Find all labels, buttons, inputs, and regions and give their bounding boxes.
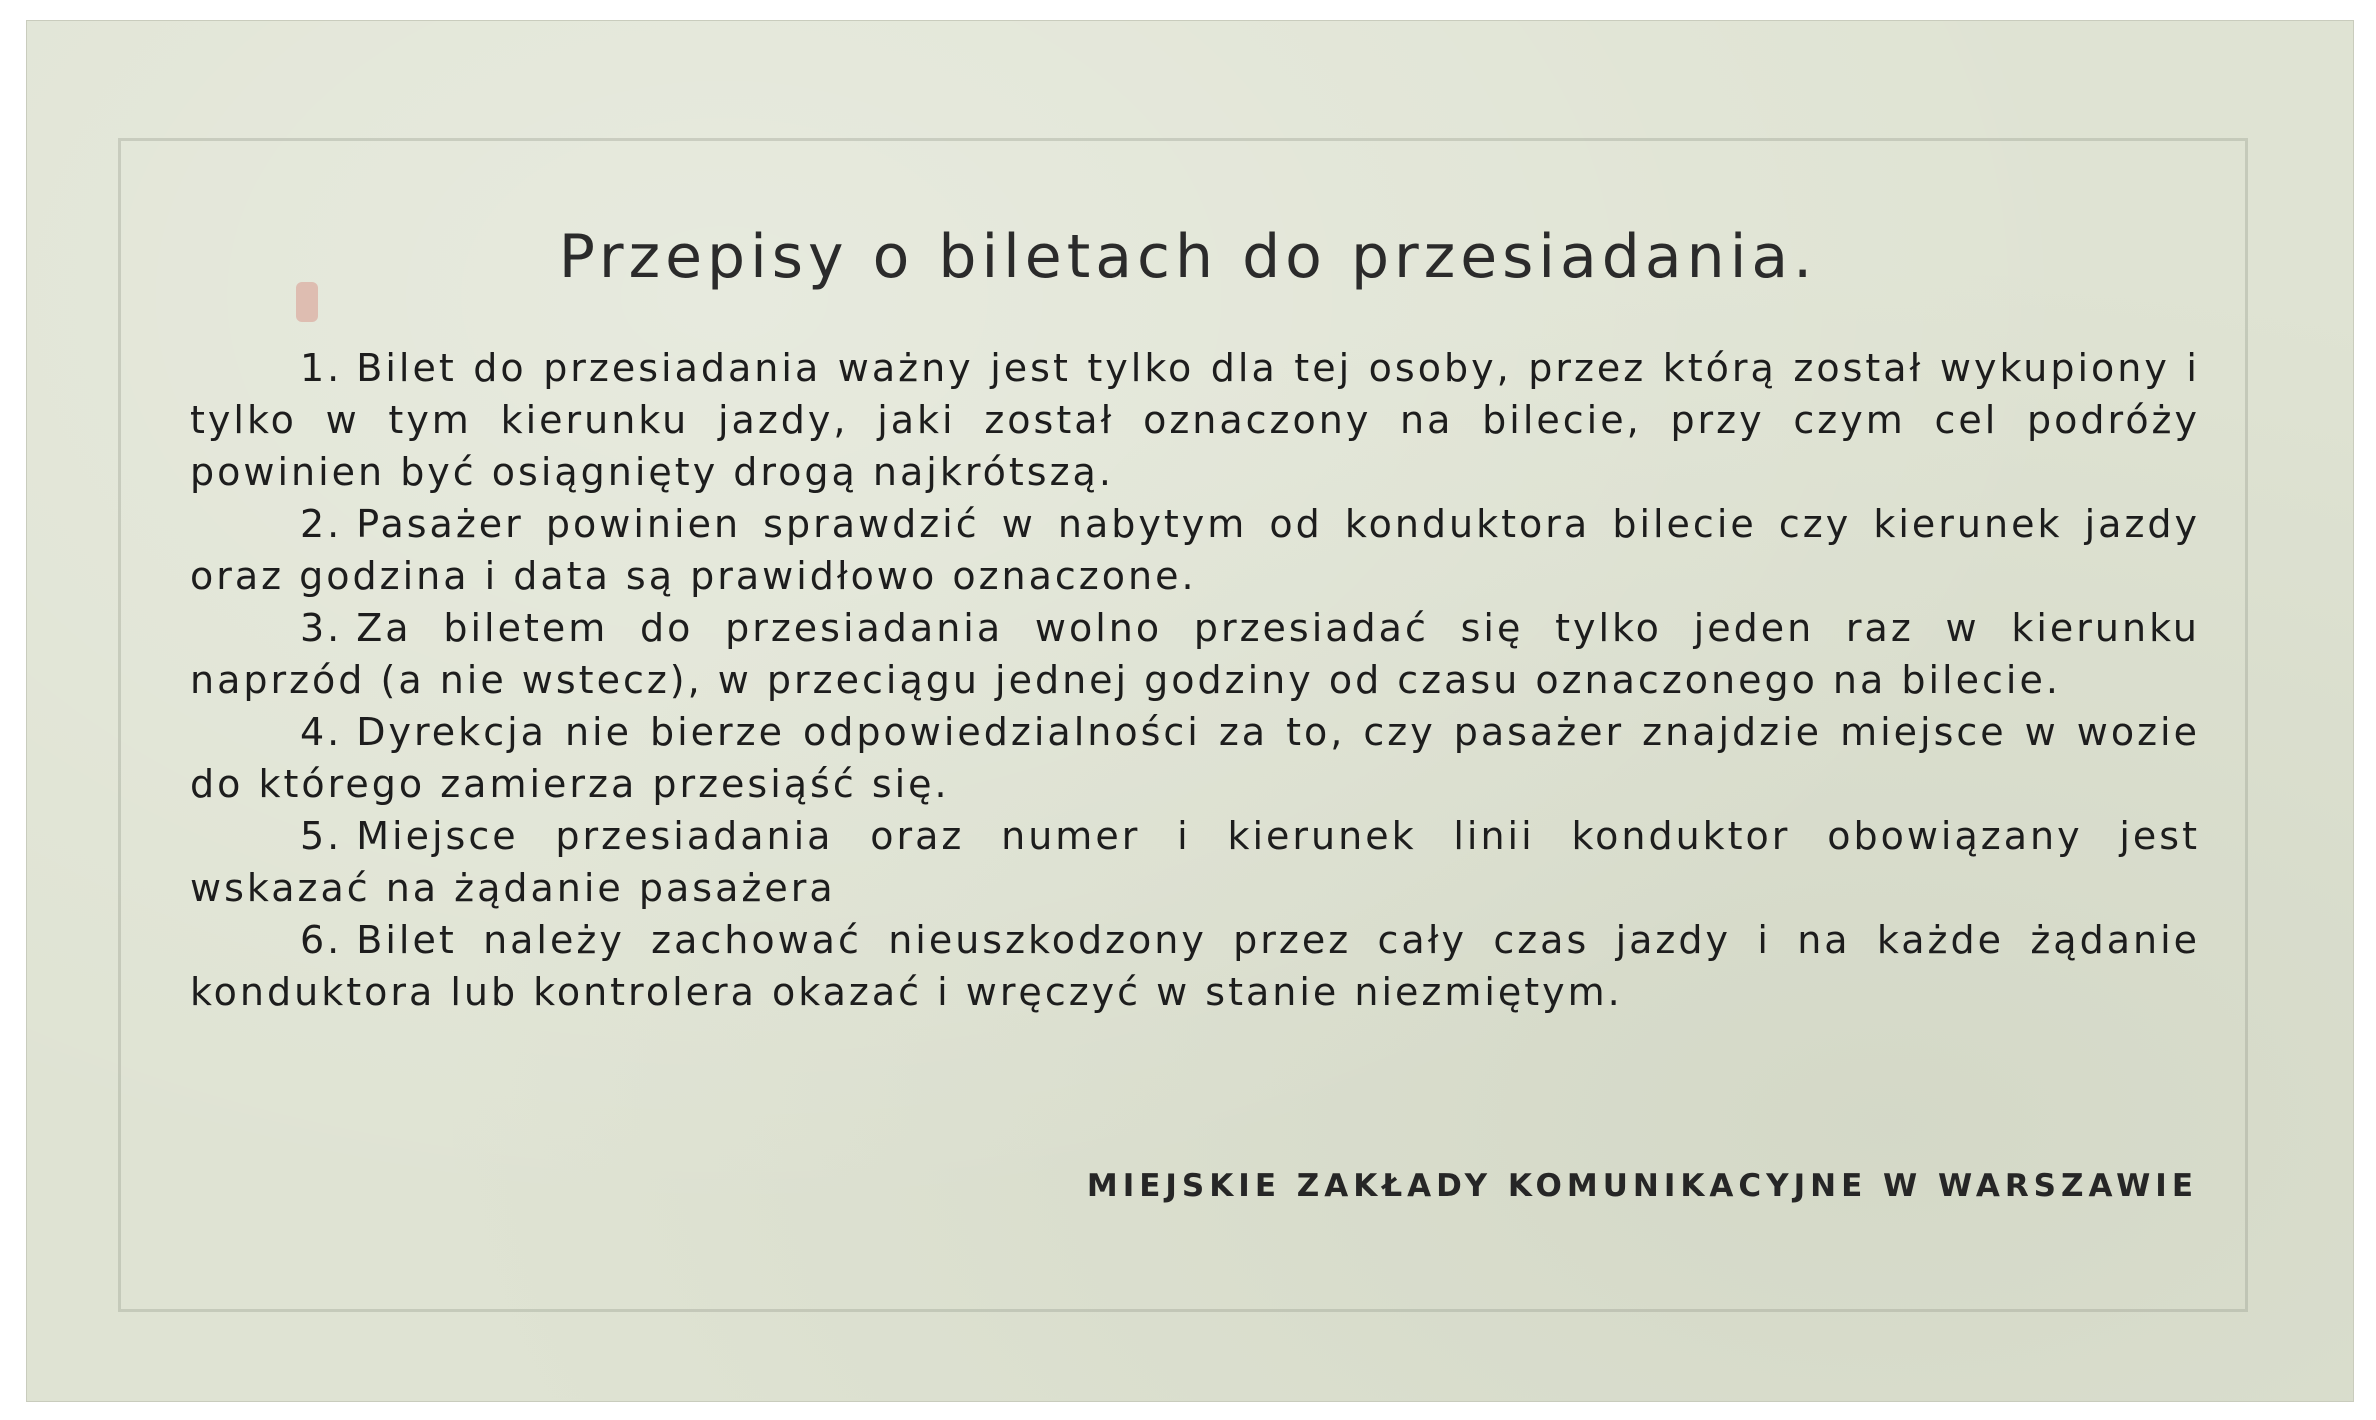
rule-text: Bilet należy zachować nieuszkodzony przez cały czas jazdy i na każde żądanie konduktora lub kontrolera okazać i wręczyć w stanie niezmiętym. bbox=[190, 918, 2200, 1014]
rule-number: 4. bbox=[300, 710, 343, 754]
issuer-signature: MIEJSKIE ZAKŁADY KOMUNIKACYJNE W WARSZAWIE bbox=[1086, 1168, 2198, 1204]
rule-item bbox=[190, 342, 2200, 498]
rule-item bbox=[190, 602, 2200, 706]
rules-list bbox=[190, 342, 2200, 1018]
rule-item bbox=[190, 914, 2200, 1018]
rule-text: Dyrekcja nie bierze odpowiedzialności za to, czy pasażer znajdzie miejsce w wozie do którego zamierza przesiąść się. bbox=[190, 710, 2200, 806]
rule-text: Pasażer powinien sprawdzić w nabytym od konduktora bilecie czy kierunek jazdy oraz godzina i data są prawidłowo oznaczone. bbox=[190, 502, 2200, 598]
rule-number: 6. bbox=[300, 918, 343, 962]
rule-text: Bilet do przesiadania ważny jest tylko dla tej osoby, przez którą został wykupiony i tylko w tym kierunku jazdy, jaki został oznaczony na bilecie, przy czym cel podróży powinien być osiągnięty drogą najkrótszą. bbox=[190, 346, 2200, 494]
rule-number: 3. bbox=[300, 606, 343, 650]
rule-text: Miejsce przesiadania oraz numer i kierunek linii konduktor obowiązany jest wskazać na żądanie pasażera bbox=[190, 814, 2200, 910]
rule-text: Za biletem do przesiadania wolno przesiadać się tylko jeden raz w kierunku naprzód (a nie wstecz), w przeciągu jednej godziny od czasu oznaczonego na bilecie. bbox=[190, 606, 2200, 702]
rule-number: 2. bbox=[300, 502, 343, 546]
rule-item bbox=[190, 498, 2200, 602]
rule-item bbox=[190, 706, 2200, 810]
rule-number: 5. bbox=[300, 814, 343, 858]
rule-item bbox=[190, 810, 2200, 914]
document-title: Przepisy o biletach do przesiadania. bbox=[558, 222, 1818, 292]
rule-number: 1. bbox=[300, 346, 343, 390]
